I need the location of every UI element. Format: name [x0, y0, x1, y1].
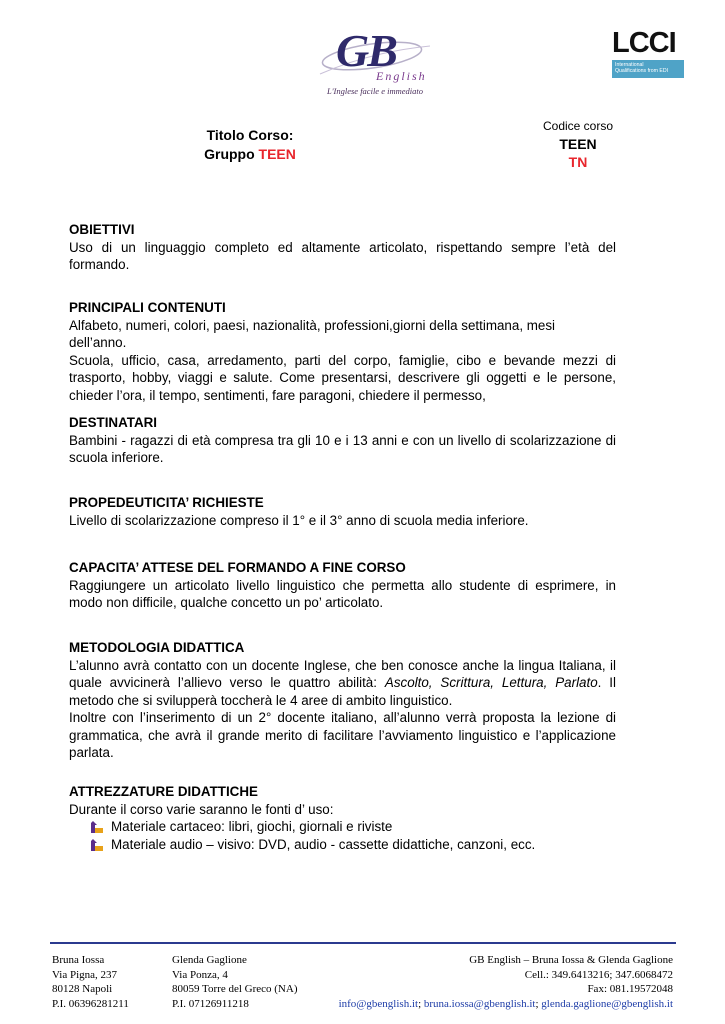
- section-contenuti: [69, 299, 616, 404]
- footer-line: P.I. 06396281211: [52, 997, 129, 1010]
- section-heading: PRINCIPALI CONTENUTI: [69, 300, 226, 315]
- section-heading: ATTREZZATURE DIDATTICHE: [69, 784, 258, 799]
- method-text-b: . Il metodo che si svilupperà toccherà le 4 aree di ambito linguistico.: [69, 675, 616, 708]
- course-code-short: TN: [568, 154, 588, 170]
- section-attrezzature: [69, 783, 616, 853]
- footer-col-iossa: [52, 953, 167, 1011]
- gb-logo-tagline: L'Inglese facile e immediato: [326, 86, 423, 96]
- footer-line: Cell.: 349.6413216; 347.6068472: [524, 968, 673, 981]
- email-link-bruna[interactable]: bruna.iossa@gbenglish.it: [423, 997, 536, 1010]
- section-destinatari: [69, 414, 616, 467]
- method-text-a: L’alunno avrà contatto con un docente Inglese, che ben conosce anche la lingua Italiana, il quale avvicinerà l’allievo verso le quattro abilità:: [69, 657, 616, 690]
- lcci-caption-line2: Qualifications from EDI: [615, 68, 669, 74]
- section-heading: CAPACITA’ ATTESE DEL FORMANDO A FINE CORSO: [69, 560, 406, 575]
- section-heading: PROPEDEUTICITA’ RICHIESTE: [69, 495, 264, 510]
- arrow-bullet-icon: [91, 839, 104, 851]
- course-code: [530, 118, 626, 171]
- footer-divider: [50, 942, 676, 944]
- course-code-name: TEEN: [559, 136, 597, 152]
- list-item: [91, 836, 616, 854]
- course-group-prefix: Gruppo: [204, 146, 255, 162]
- email-link-glenda[interactable]: glenda.gaglione@gbenglish.it: [541, 997, 673, 1010]
- footer-line: Via Pigna, 237: [52, 968, 118, 981]
- course-title: [190, 126, 310, 164]
- section-heading: METODOLOGIA DIDATTICA: [69, 640, 245, 655]
- list-item: [91, 818, 616, 836]
- list-item-text: Materiale cartaceo: libri, giochi, giornali e riviste: [111, 819, 393, 834]
- course-code-label: Codice corso: [542, 119, 614, 133]
- section-propedeuticita: [69, 494, 616, 529]
- method-skills: Ascolto, Scrittura, Lettura, Parlato: [384, 675, 598, 690]
- footer-line: Via Ponza, 4: [172, 968, 228, 981]
- section-text-line1: Alfabeto, numeri, colori, paesi, nazionalità, professioni,giorni della settimana, mesi dell’anno.: [69, 317, 556, 350]
- footer-line: GB English – Bruna Iossa & Glenda Gaglione: [469, 954, 673, 966]
- section-text: Livello di scolarizzazione compreso il 1° e il 3° anno di scuola media inferiore.: [69, 512, 529, 528]
- section-capacita: [69, 559, 616, 612]
- footer-line: Fax: 081.19572048: [587, 983, 673, 995]
- section-text: Scuola, ufficio, casa, arredamento, parti del corpo, famiglie, cibo e bevande mezzi di trasporto, hobby, viaggi e salute. Come presentarsi, descrivere gli oggetti e le persone, chieder l’ora, il tempo, sentimenti, fare paragoni, chiedere il permesso,: [69, 352, 616, 403]
- gb-logo-word: English: [376, 69, 427, 83]
- footer-line: P.I. 07126911218: [172, 997, 249, 1010]
- section-intro: Durante il corso varie saranno le fonti d’ uso:: [69, 801, 334, 817]
- footer-line: 80059 Torre del Greco (NA): [172, 983, 298, 995]
- footer-line: Glenda Gaglione: [172, 954, 247, 966]
- footer-emails: [290, 997, 673, 1012]
- section-metodologia: [69, 639, 616, 762]
- section-text: Raggiungere un articolato livello linguistico che permetta allo studente di esprimere, in modo non difficile, qualche concetto un po’ articolato.: [69, 577, 616, 610]
- lcci-caption-line1: International: [615, 62, 644, 68]
- course-group-name: TEEN: [258, 146, 296, 162]
- list-item-text: Materiale audio – visivo: DVD, audio - cassette didattiche, canzoni, ecc.: [111, 836, 536, 852]
- method-text-c: Inoltre con l’inserimento di un 2° docente italiano, all’alunno verrà proposta la lezione di grammatica, che avrà il grande merito di facilitare l’avviamento linguistico e l’applicazione parlata.: [69, 710, 616, 760]
- gb-english-logo: [310, 22, 440, 98]
- footer-line: 80128 Napoli: [52, 983, 113, 995]
- tools-list: [69, 818, 616, 853]
- course-group: [190, 145, 310, 164]
- section-text: Bambini - ragazzi di età compresa tra gli 10 e i 13 anni e con un livello di scolarizzazione di scuola inferiore.: [69, 432, 616, 465]
- gb-logo-letters: GB: [336, 25, 396, 76]
- section-text: Uso di un linguaggio completo ed altamente articolato, rispettando sempre l’età del formando.: [69, 239, 616, 272]
- section-text: [69, 657, 616, 710]
- footer-line: Bruna Iossa: [52, 954, 105, 966]
- footer-col-company: [290, 953, 673, 1011]
- section-heading: DESTINATARI: [69, 415, 158, 430]
- email-separator: ;: [418, 997, 424, 1010]
- email-link-info[interactable]: info@gbenglish.it: [338, 997, 419, 1010]
- lcci-logo-caption: [612, 60, 684, 78]
- section-obiettivi: [69, 221, 616, 274]
- lcci-logo-letters: LCCI: [612, 27, 676, 59]
- course-title-label: Titolo Corso:: [206, 127, 294, 143]
- section-heading: OBIETTIVI: [69, 222, 135, 237]
- email-separator: ;: [535, 997, 542, 1010]
- arrow-bullet-icon: [91, 821, 104, 833]
- lcci-logo: [612, 28, 686, 84]
